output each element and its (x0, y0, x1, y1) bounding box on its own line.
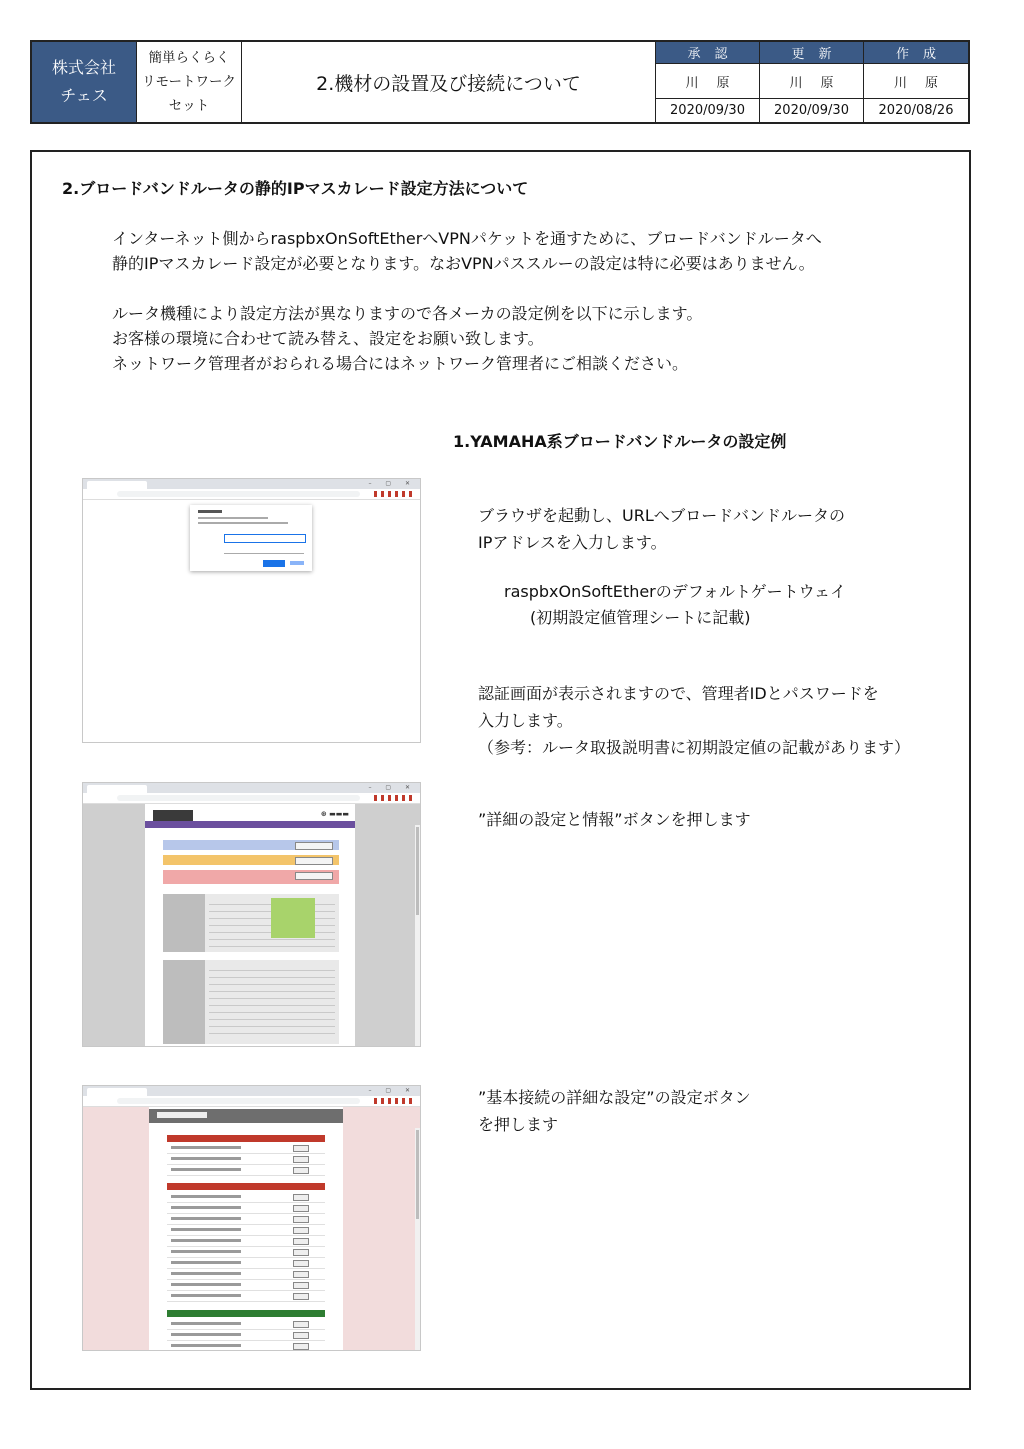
provider-row (163, 840, 339, 850)
approval-grid (656, 42, 968, 122)
company-name-line2: チェス (60, 86, 108, 105)
list-item (167, 1247, 325, 1258)
detail-row (163, 870, 339, 884)
section-other (167, 1183, 325, 1190)
detail-settings-screenshot (82, 1085, 421, 1351)
product-name-cell (137, 42, 242, 122)
phone-icon (163, 960, 205, 1044)
detail-page (149, 1107, 343, 1350)
step3-text: ”詳細の設定と情報”ボタンを押します (478, 810, 751, 829)
intro-paragraph (112, 226, 822, 276)
document-header (30, 40, 970, 124)
list-item (167, 1192, 325, 1203)
section-heading: 2.ブロードバンドルータの静的IPマスカレード設定方法について (62, 179, 529, 198)
list-item (167, 1214, 325, 1225)
date-update: 2020/09/30 (760, 99, 864, 122)
address-bar (117, 491, 360, 497)
subsection-heading: 1.YAMAHA系ブロードバンドルータの設定例 (453, 432, 787, 451)
step1-line: ブラウザを起動し、URLへブロードバンドルータの (478, 506, 845, 525)
login-button (263, 560, 285, 567)
window-controls-icon: – ▢ ✕ (368, 480, 416, 487)
cancel-button (290, 561, 304, 565)
product-name-line2: リモートワーク (142, 74, 236, 90)
detail-page-header (149, 1109, 343, 1123)
product-name-line1: 簡単らくらく (148, 50, 230, 66)
provider-button (295, 842, 333, 850)
connection-status (271, 898, 315, 938)
list-item (167, 1269, 325, 1280)
browser-tab (87, 481, 147, 489)
router-page (145, 804, 355, 1046)
status-lines (209, 964, 335, 1040)
role-update: 更新 (760, 42, 864, 64)
browser-tabbar (83, 1086, 420, 1096)
detail-page-title-placeholder (157, 1112, 207, 1118)
phone-button (295, 857, 333, 865)
dialog-text-placeholder (198, 517, 268, 519)
role-create: 作成 (864, 42, 968, 64)
list-item (167, 1291, 325, 1302)
detail-settings-button (295, 872, 333, 880)
dialog-text-placeholder (198, 522, 288, 524)
scrollbar (415, 825, 420, 1046)
step4-text (478, 1084, 751, 1138)
step2-line: （参考：ルータ取扱説明書に初期設定値の記載があります） (478, 738, 911, 757)
internet-status-panel (163, 894, 339, 952)
notes-line: お客様の環境に合わせて読み替え、設定をお願い致します。 (112, 329, 544, 348)
phone-status-panel (163, 960, 339, 1044)
browser-tab (87, 785, 147, 793)
step1-line: IPアドレスを入力します。 (478, 533, 667, 552)
notes-line: ネットワーク管理者がおられる場合にはネットワーク管理者にご相談ください。 (112, 354, 689, 373)
step1-note-line2: (初期設定値管理シートに記載) (530, 608, 751, 627)
login-screenshot (82, 478, 421, 743)
step1-text (478, 502, 845, 556)
browser-urlbar (83, 1096, 420, 1107)
extension-icons (374, 1098, 414, 1104)
company-name-line1: 株式会社 (51, 58, 116, 77)
scrollbar-thumb (416, 1130, 419, 1219)
browser-tabbar (83, 783, 420, 793)
list-item (167, 1330, 325, 1341)
address-bar (117, 795, 360, 801)
step4-line: ”基本接続の詳細な設定”の設定ボタン (478, 1088, 751, 1107)
internet-icon (163, 894, 205, 952)
list-item (167, 1143, 325, 1154)
product-name-line3: セット (168, 98, 210, 114)
person-create: 川原 (864, 64, 968, 99)
date-approve: 2020/09/30 (656, 99, 760, 122)
phone-row (163, 855, 339, 865)
browser-urlbar (83, 489, 420, 500)
person-update: 川原 (760, 64, 864, 99)
intro-line: 静的IPマスカレード設定が必要となります。なおVPNパススルーの設定は特に必要はありません。 (112, 254, 815, 273)
list-item (167, 1225, 325, 1236)
section-basic (167, 1135, 325, 1142)
detail-page-background (83, 1107, 420, 1350)
address-bar (117, 1098, 360, 1104)
browser-tabbar (83, 479, 420, 489)
step2-line: 入力します。 (478, 711, 573, 730)
window-controls-icon: – ▢ ✕ (368, 1087, 416, 1094)
document-title: 2.機材の設置及び接続について (242, 42, 656, 122)
window-controls-icon: – ▢ ✕ (368, 784, 416, 791)
username-field (224, 534, 306, 543)
date-create: 2020/08/26 (878, 103, 954, 118)
list-item (167, 1165, 325, 1176)
role-approve: 承認 (656, 42, 760, 64)
scrollbar (415, 1128, 420, 1350)
extension-icons (374, 491, 414, 497)
list-item (167, 1341, 325, 1351)
dialog-title-placeholder (198, 510, 222, 513)
list-item (167, 1154, 325, 1165)
step1-note-line1: raspbxOnSoftEtherのデフォルトゲートウェイ (504, 582, 846, 601)
notes-line: ルータ機種により設定方法が異なりますので各メーカの設定例を以下に示します。 (112, 304, 703, 323)
intro-line: インターネット側からraspbxOnSoftEtherへVPNパケットを通すために、ブロードバンドルータへ (112, 229, 822, 248)
login-dialog (190, 505, 312, 571)
list-item (167, 1236, 325, 1247)
router-top-screenshot (82, 782, 421, 1047)
router-title-bar (145, 821, 355, 828)
company-name-cell (32, 42, 137, 122)
yamaha-logo: ⊛ ▬▬▬ (320, 810, 349, 818)
router-page-background (83, 804, 420, 1046)
list-item (167, 1280, 325, 1291)
step2-text (478, 680, 910, 761)
step2-line: 認証画面が表示されますので、管理者IDとパスワードを (478, 684, 879, 703)
password-field (224, 547, 304, 554)
browser-tab (87, 1088, 147, 1096)
list-item (167, 1319, 325, 1330)
list-item (167, 1258, 325, 1269)
step4-line: を押します (478, 1115, 559, 1134)
list-item (167, 1203, 325, 1214)
section-report (167, 1310, 325, 1317)
person-approve: 川原 (656, 64, 760, 99)
extension-icons (374, 795, 414, 801)
browser-urlbar (83, 793, 420, 804)
scrollbar-thumb (416, 827, 419, 915)
notes-paragraph (112, 301, 702, 376)
